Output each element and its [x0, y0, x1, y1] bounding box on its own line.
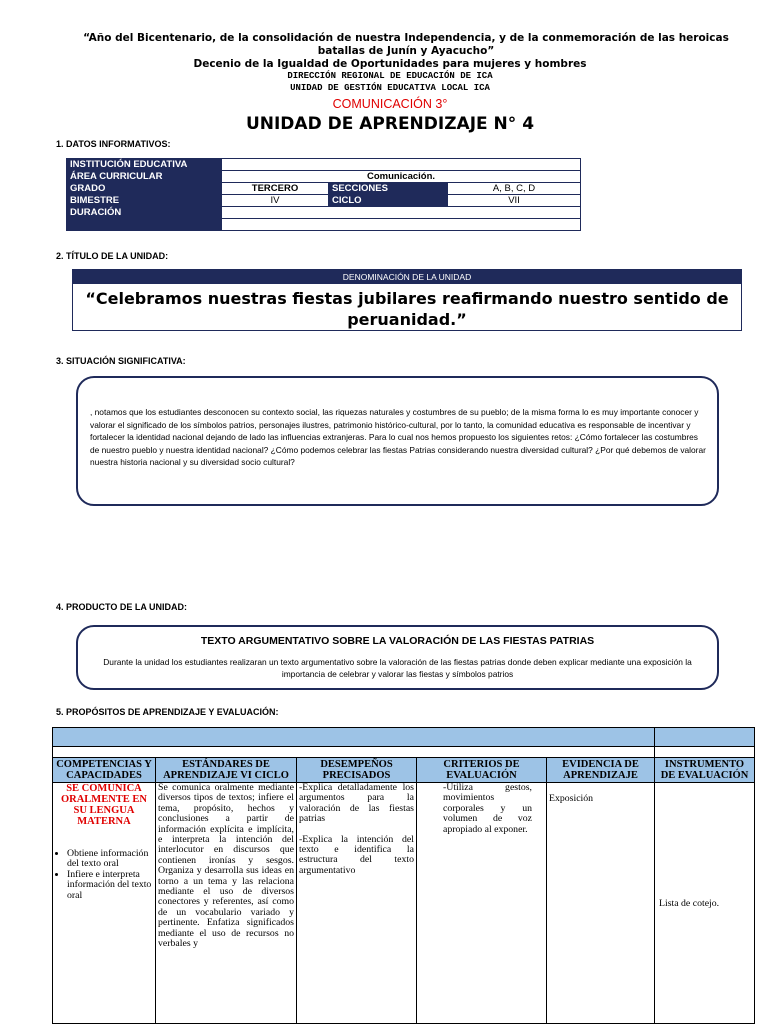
- label-duration: DURACIÓN: [67, 207, 222, 219]
- competency-cell: [53, 783, 156, 1024]
- decade-text: Decenio de la Igualdad de Oportunidades para mujeres y hombres: [193, 58, 587, 70]
- local-unit: UNIDAD DE GESTIÓN EDUCATIVA LOCAL ICA: [290, 83, 490, 93]
- performance-item: -Explica detalladamente los argumentos para la valoración de las fiestas patrias: [299, 782, 414, 825]
- label-cycle: CICLO: [329, 195, 448, 207]
- section-heading-titulo: 2. TÍTULO DE LA UNIDAD:: [56, 251, 169, 261]
- column-header-estandares: ESTÁNDARES DE APRENDIZAJE VI CICLO: [156, 758, 297, 783]
- criteria-cell: -Utiliza gestos, movimientos corporales y un volumen de voz apropiado al exponer.: [417, 783, 547, 1024]
- section-heading-producto: 4. PRODUCTO DE LA UNIDAD:: [56, 602, 188, 612]
- product-title: TEXTO ARGUMENTATIVO SOBRE LA VALORACIÓN DE LAS FIESTAS PATRIAS: [200, 635, 595, 647]
- column-header-instrumento: INSTRUMENTO DE EVALUACIÓN: [655, 758, 755, 783]
- datos-table: [66, 158, 581, 231]
- table-header-row: [53, 758, 755, 783]
- table-row: [67, 195, 581, 207]
- list-item: • Infiere e interpreta información del texto oral: [67, 870, 153, 901]
- blue-band-cell: [53, 728, 655, 747]
- empty-band-cell: [655, 747, 755, 758]
- significant-situation-box: [76, 376, 719, 506]
- regional-direction: DIRECCIÓN REGIONAL DE EDUCACIÓN DE ICA: [287, 71, 493, 81]
- column-header-evidencia: EVIDENCIA DE APRENDIZAJE: [547, 758, 655, 783]
- list-item: • Obtiene información del texto oral: [67, 849, 153, 870]
- table-row: [53, 728, 755, 747]
- significant-situation-text: , notamos que los estudiantes desconocen su contexto social, las riquezas naturales y costumbres de su pueblo; de la misma forma lo es muy importante conocer y valorar el significado de los símbolos patrios, personajes ilustres, patrimonio histórico-cultural, por lo tanto, la comunidad educativa es responsable de incentivar y fortalecer la identidad nacional dejando de lado las influencias extranjeras. Para lo cual nos hemos propuesto los siguientes retos: ¿Cómo fortalecer las costumbres de nuestro pueblo y nuestra identidad nacional? ¿Cómo podemos celebrar las fiestas Patrias considerando nuestra diversidad cultural? ¿Por qué debemos de valorar nuestra historia nacional y su diversidad socio cultural?: [90, 407, 706, 468]
- section-heading-propositos: 5. PROPÓSITOS DE APRENDIZAJE Y EVALUACIÓN:: [56, 707, 279, 717]
- value-institution: [222, 159, 581, 171]
- subject-label: COMUNICACIÓN 3°: [332, 97, 448, 111]
- section-heading-datos: 1. DATOS INFORMATIVOS:: [56, 139, 171, 149]
- table-row: [53, 783, 755, 1024]
- competency-title: SE COMUNICA ORALMENTE EN SU LENGUA MATERNA: [60, 783, 148, 827]
- label-empty: [67, 219, 222, 231]
- product-text: Durante la unidad los estudiantes realizaran un texto argumentativo sobre la valoración de las fiestas patrias donde deben explicar mediante una exposición la importancia de celebrar y valorar las fiestas y símbolos patrios: [103, 657, 692, 679]
- empty-band-cell: [53, 747, 655, 758]
- unit-title-text: “Celebramos nuestras fiestas jubilares reafirmando nuestro sentido de peruanidad.”: [85, 289, 729, 329]
- label-sections: SECCIONES: [329, 183, 448, 195]
- table-row: [67, 171, 581, 183]
- column-header-desempenos: DESEMPEÑOS PRECISADOS: [297, 758, 417, 783]
- instrument-cell: Lista de cotejo.: [655, 783, 755, 1024]
- label-bimester: BIMESTRE: [67, 195, 222, 207]
- table-row: [67, 207, 581, 219]
- unit-title-box: [72, 269, 742, 331]
- evidence-cell: Exposición: [547, 783, 655, 1024]
- standard-cell: Se comunica oralmente mediante diversos tipos de textos; infiere el tema, propósito, hechos y conclusiones a partir de información explícita e implícita, e interpreta la intención del interlocutor en discursos que contienen ironías y sesgos. Organiza y desarrolla sus ideas en torno a un tema y las relaciona mediante el uso de diversos conectores y referentes, así como de un vocabulario variado y pertinente. Enfatiza significados mediante el uso de recursos no verbales y: [156, 783, 297, 1024]
- value-sections: A, B, C, D: [448, 183, 581, 195]
- motto-text: “Año del Bicentenario, de la consolidación de nuestra Independencia, y de la conmemoración de las heroicas batallas de Junín y Ayacucho”: [83, 32, 729, 57]
- performance-item: -Explica la intención del texto e identifica la estructura del texto argumentativo: [299, 833, 414, 876]
- value-grade: TERCERO: [222, 183, 329, 195]
- purposes-table: [52, 727, 755, 1024]
- column-header-criterios: CRITERIOS DE EVALUACIÓN: [417, 758, 547, 783]
- denomination-bar: DENOMINACIÓN DE LA UNIDAD: [73, 270, 741, 284]
- table-row: [67, 183, 581, 195]
- label-institution: INSTITUCIÓN EDUCATIVA: [67, 159, 222, 171]
- page-title: UNIDAD DE APRENDIZAJE N° 4: [245, 114, 535, 134]
- label-area: ÁREA CURRICULAR: [67, 171, 222, 183]
- label-grade: GRADO: [67, 183, 222, 195]
- performance-cell: [297, 783, 417, 1024]
- column-header-competencias: COMPETENCIAS Y CAPACIDADES: [53, 758, 156, 783]
- product-box: [76, 625, 719, 690]
- table-row: [67, 219, 581, 231]
- value-duration: [222, 207, 581, 219]
- blue-band-cell: [655, 728, 755, 747]
- capacities-list: [55, 849, 153, 901]
- value-empty: [222, 219, 581, 231]
- section-heading-situacion: 3. SITUACIÓN SIGNIFICATIVA:: [56, 356, 186, 366]
- value-cycle: VII: [448, 195, 581, 207]
- value-area: Comunicación.: [222, 171, 581, 183]
- table-row: [53, 747, 755, 758]
- table-row: [67, 159, 581, 171]
- value-bimester: IV: [222, 195, 329, 207]
